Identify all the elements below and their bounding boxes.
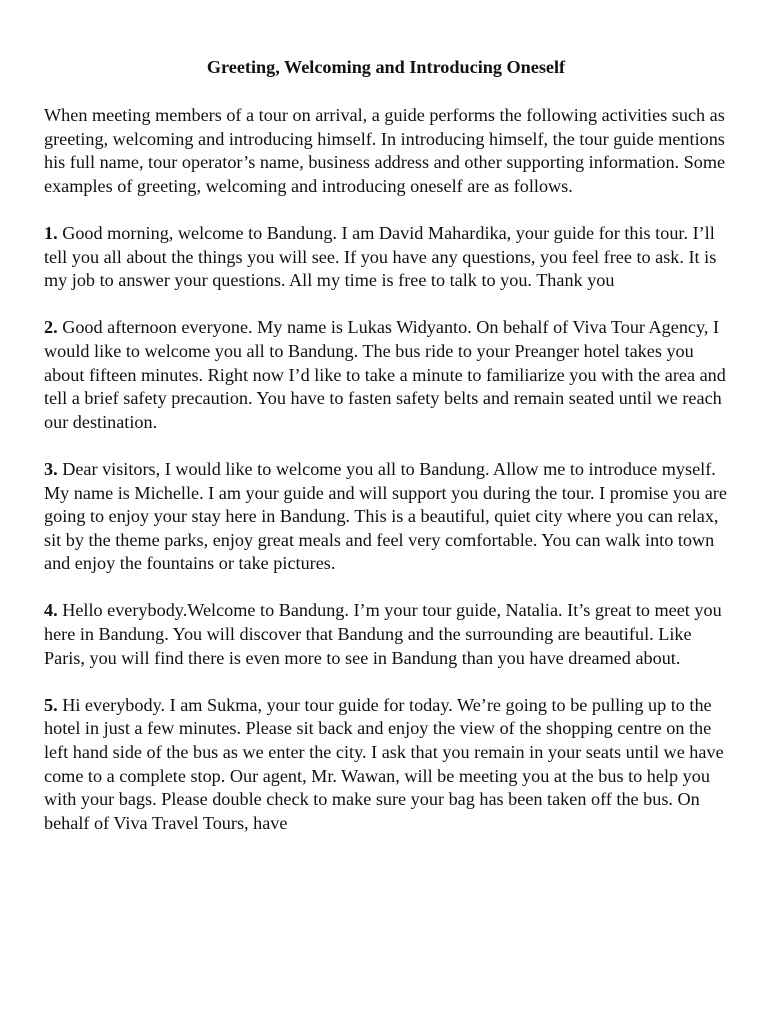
example-number: 2. — [44, 317, 58, 338]
example-paragraph-3 — [44, 458, 728, 576]
example-number: 4. — [44, 600, 58, 621]
example-text: Good morning, welcome to Bandung. I am David Mahardika, your guide for this tour. I’ll tell you all about the things you will see. If you have any questions, you feel free to ask. It is my job to answer your questions. All my time is free to talk to you. Thank you — [44, 222, 717, 291]
example-text: Hi everybody. I am Sukma, your tour guide for today. We’re going to be pulling up to the hotel in just a few minutes. Please sit back and enjoy the view of the shopping centre on the left hand side of the bus as we enter the city. I ask that you remain in your seats until we have come to a complete stop. Our agent, Mr. Wawan, will be meeting you at the bus to help you with your bags. Please double check to make sure your bag has been taken off the bus. On behalf of Viva Travel Tours, have — [44, 694, 724, 833]
intro-paragraph: When meeting members of a tour on arrival, a guide performs the following activities such as greeting, welcoming and introducing himself. In introducing himself, the tour guide mentions his full name, tour operator’s name, business address and other supporting information. Some examples of greeting, welcoming and introducing oneself are as follows. — [44, 105, 726, 196]
example-text: Hello everybody.Welcome to Bandung. I’m your tour guide, Natalia. It’s great to meet you here in Bandung. You will discover that Bandung and the surrounding are beautiful. Like Paris, you will find there is even more to see in Bandung than you have dreamed about. — [44, 600, 722, 668]
example-text: Good afternoon everyone. My name is Lukas Widyanto. On behalf of Viva Tour Agency, I would like to welcome you all to Bandung. The bus ride to your Preanger hotel takes you about fifteen minutes. Right now I’d like to take a minute to familiarize you with the area and tell a brief safety precaution. You have to fasten safety belts and remain seated until we reach our destination. — [44, 317, 726, 432]
example-paragraph-2 — [44, 316, 728, 434]
example-paragraph-1 — [44, 222, 728, 293]
example-paragraph-4 — [44, 599, 728, 670]
example-number: 1. — [44, 222, 58, 243]
document-title: Greeting, Welcoming and Introducing Oneself — [206, 57, 566, 77]
example-number: 3. — [44, 458, 58, 479]
example-paragraph-5 — [44, 694, 728, 836]
example-number: 5. — [44, 694, 58, 715]
example-text: Dear visitors, I would like to welcome you all to Bandung. Allow me to introduce myself. My name is Michelle. I am your guide and will support you during the tour. I promise you are going to enjoy your stay here in Bandung. This is a beautiful, quiet city where you can relax, sit by the theme parks, enjoy great meals and feel very comfortable. You can walk into town and enjoy the fountains or take pictures. — [44, 458, 727, 574]
